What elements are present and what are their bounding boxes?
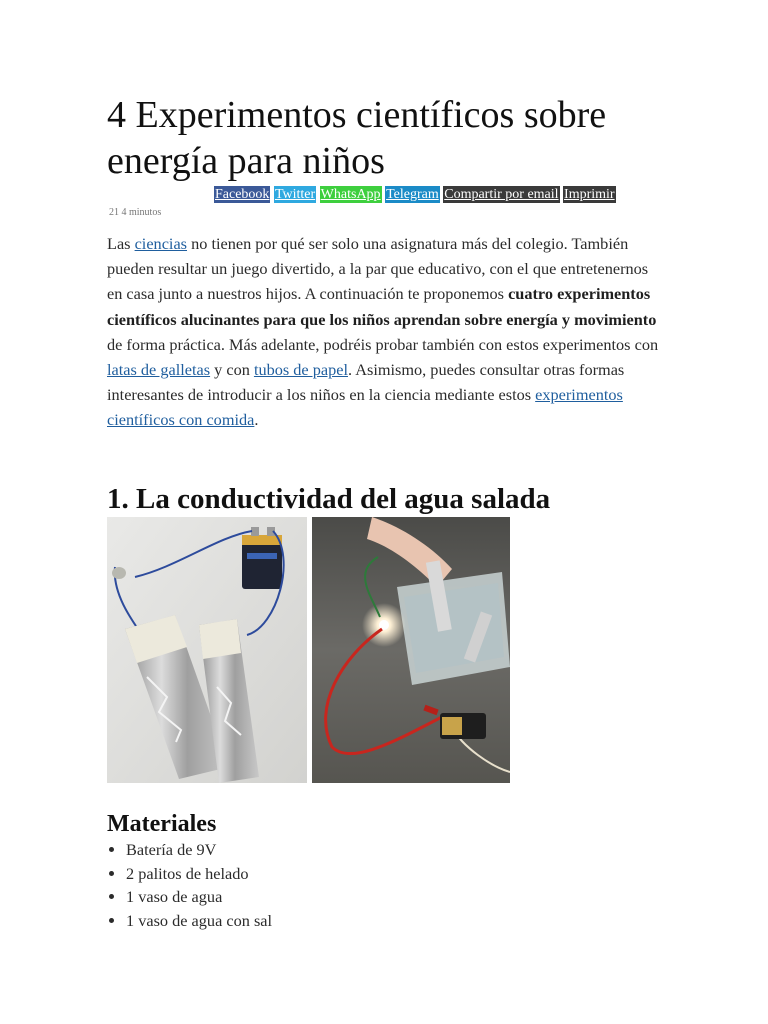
link-ciencias[interactable]: ciencias: [134, 234, 188, 253]
intro-text: no tienen por qué ser solo una asignatura más del colegio. También pueden resultar un juego divertido, a la par que educativo, con el que entretenernos en casa junto a nuestros hijos. A continuación te proponemos: [107, 234, 649, 304]
intro-bold-text: cuatro experimentos científicos alucinantes para que los niños aprendan sobre energía y movimiento: [107, 284, 657, 329]
intro-text: y con: [210, 360, 254, 380]
intro-text: .: [254, 410, 259, 430]
intro-text: de forma práctica. Más adelante, podréis probar también con estos experimentos con: [107, 334, 659, 354]
link-latas-de-galletas[interactable]: latas de galletas: [107, 360, 211, 380]
share-facebook-button[interactable]: Facebook: [215, 187, 270, 202]
photo-salt-water-circuit: [312, 517, 510, 783]
intro-paragraph: [107, 231, 662, 433]
materials-list: [107, 838, 272, 932]
share-twitter-button[interactable]: Twitter: [274, 187, 316, 202]
list-item: • 1 vaso de agua: [126, 885, 272, 909]
link-experimentos-comida[interactable]: experimentos científicos con comida: [107, 385, 623, 430]
materials-heading: Materiales: [107, 811, 217, 837]
section-heading: 1. La conductividad del agua salada: [107, 483, 551, 515]
print-button[interactable]: Imprimir: [564, 187, 615, 202]
link-tubos-de-papel[interactable]: tubos de papel: [253, 360, 348, 380]
share-telegram-button[interactable]: Telegram: [386, 187, 439, 202]
intro-text: . Asimismo, puedes consultar otras formas interesantes de introducir a los niños en la ciencia mediante estos: [107, 360, 625, 405]
battery-image: [440, 713, 486, 739]
page-title: 4 Experimentos científicos sobre energía para niños: [107, 94, 607, 182]
list-item: • 2 palitos de helado: [126, 862, 272, 886]
article-meta: 21 4 minutos: [109, 207, 162, 218]
share-email-button[interactable]: Compartir por email: [444, 187, 559, 202]
intro-text: Las: [107, 234, 135, 253]
photo-battery-foil-sticks: [107, 517, 307, 783]
share-bar: [107, 186, 616, 203]
share-whatsapp-button[interactable]: WhatsApp: [320, 187, 381, 202]
list-item: • 1 vaso de agua con sal: [126, 909, 272, 933]
list-item: • Batería de 9V: [126, 838, 272, 862]
